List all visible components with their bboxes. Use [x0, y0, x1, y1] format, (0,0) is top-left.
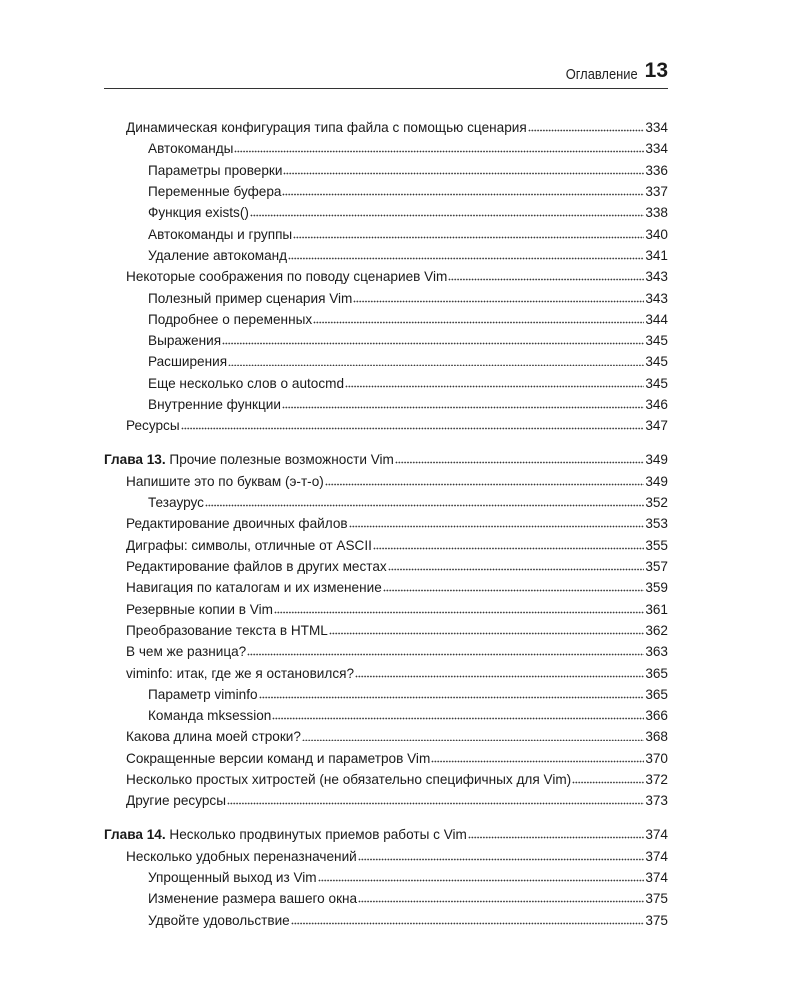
- entry-text: Удаление автокоманд: [148, 247, 288, 263]
- entry-text: Упрощенный выход из Vim: [148, 870, 317, 885]
- toc-entry: [104, 556, 668, 577]
- toc-entry-title: [126, 266, 447, 287]
- toc-entry: [104, 577, 668, 598]
- toc-entry: [104, 684, 668, 705]
- entry-text: Резервные копии в Vim: [126, 601, 273, 617]
- toc-entry: [104, 394, 668, 415]
- dot-leader: [288, 250, 644, 260]
- toc-entry-title: [126, 769, 571, 790]
- toc-entry: [104, 726, 668, 747]
- dot-leader: [205, 497, 644, 507]
- entry-text: Переменные буфера: [148, 183, 282, 199]
- dot-leader: [353, 293, 644, 303]
- toc-page-number: 353: [645, 516, 668, 532]
- entry-text: Внутренние функции: [148, 397, 281, 413]
- dot-leader: [282, 399, 644, 409]
- entry-text: В чем же разница?: [126, 644, 247, 660]
- dot-leader: [318, 872, 645, 882]
- toc-page-number: 349: [645, 452, 668, 468]
- entry-text: Изменение размера вашего окна: [148, 891, 358, 907]
- toc-page-number: 334: [645, 141, 668, 157]
- toc-entry: [104, 266, 668, 287]
- dot-leader: [572, 774, 644, 784]
- entry-text: Автокоманды и группы: [148, 226, 293, 242]
- toc-entry-title: [126, 726, 301, 747]
- dot-leader: [283, 165, 644, 175]
- toc-entry-title: [148, 288, 352, 309]
- entry-text: Напишите это по буквам (э-т-о): [126, 473, 324, 489]
- toc-entry-title: [148, 181, 281, 202]
- toc-page-number: 336: [645, 162, 668, 178]
- toc-entry-title: [148, 888, 357, 909]
- toc-entry: [104, 846, 668, 867]
- toc-entry-title: [126, 513, 348, 534]
- toc-entry-title: [126, 577, 382, 598]
- toc-page-number: 345: [645, 354, 668, 370]
- entry-text: Расширения: [148, 354, 228, 370]
- entry-text: Динамическая конфигурация типа файла с помощью сценария: [126, 120, 527, 135]
- toc-entry: [104, 492, 668, 513]
- toc-entry-title: [104, 824, 467, 845]
- toc-entry-title: [126, 117, 527, 138]
- entry-text: Тезаурус: [148, 495, 204, 510]
- dot-leader: [227, 795, 644, 805]
- toc-page-number: 374: [645, 827, 668, 843]
- entry-text: Параметр viminfo: [148, 686, 258, 702]
- toc-entry: [104, 790, 668, 811]
- toc-entry-title: [126, 663, 354, 684]
- dot-leader: [395, 454, 644, 464]
- toc-page-number: 345: [645, 375, 668, 391]
- toc-entry: [104, 224, 668, 245]
- dot-leader: [247, 646, 644, 656]
- toc-page-number: 345: [645, 333, 668, 349]
- entry-text: Прочие полезные возможности Vim: [169, 452, 394, 468]
- entry-text: Диграфы: символы, отличные от ASCII: [126, 537, 372, 553]
- toc-entry-title: [148, 910, 290, 931]
- toc-entry-title: [126, 556, 387, 577]
- toc-entry-title: [126, 415, 180, 436]
- toc-entry-title: [126, 599, 273, 620]
- toc-page-number: 343: [645, 290, 668, 306]
- dot-leader: [181, 420, 645, 430]
- entry-text: Подробнее о переменных: [148, 311, 313, 327]
- toc-page-number: 366: [645, 708, 668, 724]
- toc-page-number: 361: [645, 601, 668, 617]
- entry-text: Несколько удобных переназначений: [126, 848, 357, 864]
- dot-leader: [228, 356, 644, 366]
- entry-text: Навигация по каталогам и их изменение: [126, 580, 382, 596]
- dot-leader: [325, 476, 645, 486]
- entry-text: Команда mksession: [148, 708, 272, 724]
- toc-entry: [104, 117, 668, 138]
- toc-entry-title: [148, 394, 281, 415]
- dot-leader: [448, 271, 644, 281]
- entry-text: Несколько продвинутых приемов работы с Vim: [169, 827, 467, 843]
- toc-page-number: 352: [645, 495, 668, 510]
- dot-leader: [234, 143, 644, 153]
- toc-entry-title: [148, 202, 249, 223]
- toc-entry-title: [148, 309, 312, 330]
- toc-entry: [104, 620, 668, 641]
- dot-leader: [274, 604, 644, 614]
- entry-text: Несколько простых хитростей (не обязательно специфичных для Vim): [126, 772, 572, 788]
- toc-entry: [104, 910, 668, 931]
- running-title: Оглавление: [566, 66, 638, 83]
- entry-text: Некоторые соображения по поводу сценариев Vim: [126, 269, 448, 285]
- toc-page-number: 349: [645, 473, 668, 489]
- toc-entry: [104, 288, 668, 309]
- entry-text: Выражения: [148, 333, 222, 349]
- toc-entry: [104, 513, 668, 534]
- toc-entry-title: [126, 471, 324, 492]
- toc-page-number: 347: [645, 418, 668, 434]
- toc-entry-title: [148, 684, 258, 705]
- entry-text: Еще несколько слов о autocmd: [148, 375, 345, 391]
- dot-leader: [373, 540, 644, 550]
- toc-page-number: 373: [645, 793, 668, 809]
- toc-entry: [104, 888, 668, 909]
- toc-entry-title: [148, 245, 287, 266]
- toc-section: [104, 117, 668, 437]
- toc-entry-title: [148, 351, 227, 372]
- entry-text: Полезный пример сценария Vim: [148, 290, 353, 306]
- chapter-label: Глава 13.: [104, 452, 166, 468]
- toc-page-number: 375: [645, 891, 668, 907]
- toc-entry-title: [126, 641, 246, 662]
- table-of-contents: [104, 117, 668, 931]
- dot-leader: [259, 689, 645, 699]
- dot-leader: [468, 829, 644, 839]
- entry-text: Преобразование текста в HTML: [126, 622, 328, 638]
- toc-entry: [104, 245, 668, 266]
- chapter-label: Глава 14.: [104, 827, 166, 843]
- toc-entry-title: [148, 867, 317, 888]
- entry-text: Какова длина моей строки?: [126, 729, 301, 745]
- toc-entry: [104, 867, 668, 888]
- toc-page-number: 359: [645, 580, 668, 596]
- dot-leader: [282, 186, 644, 196]
- toc-entry-title: [148, 138, 233, 159]
- toc-page-number: 343: [645, 269, 668, 285]
- toc-entry: [104, 160, 668, 181]
- toc-page-number: 372: [645, 772, 668, 788]
- toc-entry: [104, 202, 668, 223]
- toc-chapter-entry: [104, 824, 668, 845]
- entry-text: Удвойте удовольствие: [148, 912, 290, 928]
- toc-entry: [104, 309, 668, 330]
- toc-entry-title: [104, 449, 394, 470]
- dot-leader: [358, 851, 645, 861]
- dot-leader: [349, 518, 645, 528]
- dot-leader: [272, 710, 644, 720]
- toc-entry: [104, 415, 668, 436]
- toc-page-number: 365: [645, 665, 668, 681]
- toc-entry: [104, 769, 668, 790]
- dot-leader: [345, 378, 644, 388]
- dot-leader: [383, 582, 645, 592]
- toc-entry: [104, 705, 668, 726]
- toc-entry: [104, 535, 668, 556]
- toc-entry-title: [126, 535, 372, 556]
- toc-page-number: 344: [645, 311, 668, 327]
- entry-text: Редактирование файлов в других местах: [126, 558, 387, 574]
- dot-leader: [302, 731, 644, 741]
- toc-page-number: 374: [645, 870, 668, 885]
- toc-page-number: 368: [645, 729, 668, 745]
- entry-text: Ресурсы: [126, 418, 180, 434]
- toc-page-number: 338: [645, 205, 668, 221]
- entry-text: Другие ресурсы: [126, 793, 226, 809]
- dot-leader: [388, 561, 645, 571]
- page-number: 13: [644, 59, 668, 82]
- toc-page-number: 362: [645, 622, 668, 638]
- toc-entry: [104, 471, 668, 492]
- toc-page-number: 355: [645, 537, 668, 553]
- entry-text: viminfo: итак, где же я остановился?: [126, 665, 355, 681]
- entry-text: Функция exists(): [148, 205, 249, 221]
- running-header: [104, 58, 668, 89]
- toc-page-number: 334: [645, 120, 668, 135]
- dot-leader: [291, 915, 645, 925]
- toc-entry: [104, 663, 668, 684]
- toc-page-number: 357: [645, 558, 668, 574]
- toc-entry-title: [148, 373, 344, 394]
- dot-leader: [358, 893, 644, 903]
- toc-entry-title: [126, 620, 328, 641]
- toc-page-number: 337: [645, 183, 668, 199]
- entry-text: Сокращенные версии команд и параметров Vim: [126, 750, 431, 766]
- toc-entry: [104, 748, 668, 769]
- toc-page-number: 340: [645, 226, 668, 242]
- dot-leader: [293, 229, 644, 239]
- toc-page-number: 365: [645, 686, 668, 702]
- toc-page-number: 346: [645, 397, 668, 413]
- toc-entry: [104, 351, 668, 372]
- dot-leader: [222, 335, 644, 345]
- dot-leader: [313, 314, 644, 324]
- toc-entry-title: [148, 330, 221, 351]
- toc-entry: [104, 641, 668, 662]
- toc-entry-title: [126, 790, 226, 811]
- dot-leader: [355, 668, 644, 678]
- toc-page-number: 375: [645, 912, 668, 928]
- entry-text: Автокоманды: [148, 141, 234, 157]
- toc-entry: [104, 599, 668, 620]
- toc-entry: [104, 373, 668, 394]
- toc-page-number: 374: [645, 848, 668, 864]
- dot-leader: [528, 122, 645, 132]
- toc-entry: [104, 181, 668, 202]
- toc-entry-title: [148, 224, 292, 245]
- toc-page-number: 370: [645, 750, 668, 766]
- toc-entry-title: [148, 705, 271, 726]
- toc-page-number: 363: [645, 644, 668, 660]
- toc-entry: [104, 138, 668, 159]
- entry-text: Параметры проверки: [148, 162, 283, 178]
- toc-entry-title: [148, 492, 204, 513]
- toc-entry-title: [148, 160, 282, 181]
- toc-section: [104, 824, 668, 931]
- dot-leader: [250, 207, 644, 217]
- dot-leader: [329, 625, 644, 635]
- toc-section: [104, 449, 668, 811]
- toc-entry: [104, 330, 668, 351]
- toc-page-number: 341: [645, 247, 668, 263]
- entry-text: Редактирование двоичных файлов: [126, 516, 348, 532]
- toc-entry-title: [126, 748, 430, 769]
- toc-entry-title: [126, 846, 357, 867]
- toc-chapter-entry: [104, 449, 668, 470]
- dot-leader: [431, 753, 644, 763]
